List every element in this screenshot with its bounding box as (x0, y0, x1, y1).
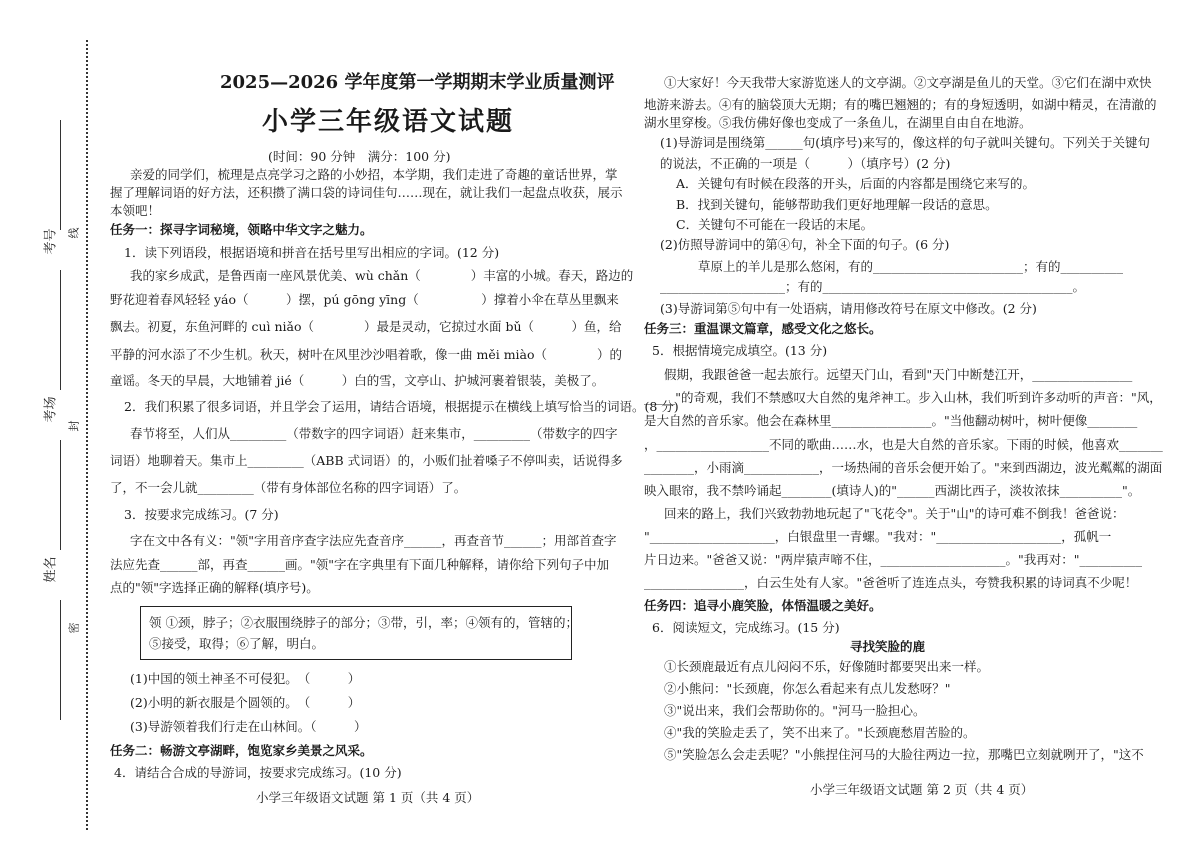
q3-text-line: 字在文中各有义："领"字用音序查字法应先查音序______，再查音节______；用部首查字 (130, 533, 617, 548)
option-c: C．关键句不可能在一段话的末尾。 (676, 217, 874, 232)
story-line: ⑤"笑脸怎么会走丢呢？"小熊捏住河马的大脸往两边一拉，那嘴巴立刻就咧开了，"这不 (664, 747, 1144, 762)
fill-line: ____________________；有的________________________________________。 (660, 279, 1086, 294)
q1-text-line: 我的家乡成武，是鲁西南一座风景优美、wù chǎn（ ）丰富的小城。春天，路边的 (130, 268, 634, 283)
page-2 (644, 0, 1163, 849)
task-4-heading: 任务四：追寻小鹿笑脸，体悟温暖之美好。 (644, 598, 882, 613)
fill-line: 草原上的羊儿是那么悠闲，有的________________________；有的__________ (698, 259, 1124, 274)
option-a: A．关键句有时候在段落的开头，后面的内容都是围绕它来写的。 (676, 176, 1036, 191)
name-label: 姓名 (43, 556, 59, 583)
page-1 (110, 0, 679, 849)
question-6: 6．阅读短文，完成练习。(15 分) (652, 620, 840, 635)
r-question-1-cont: 的说法，不正确的一项是（ ）（填序号）(2 分) (660, 156, 951, 171)
exam-title: 小学三年级语文试题 (262, 107, 515, 137)
q5-text-line: 是大自然的音乐家。他会在森林里________________。"当他翻动树叶，树叶便像________ (644, 413, 1138, 428)
intro-line: 本领吧！ (110, 203, 161, 218)
task-2-heading: 任务二：畅游文亭湖畔，饱览家乡美景之风采。 (110, 743, 373, 758)
story-line: ④"我的笑脸走丢了，笑不出来了。"长颈鹿愁眉苦脸的。 (664, 725, 976, 740)
page-footer: 小学三年级语文试题 第 1 页（共 4 页） (256, 790, 480, 805)
intro-line: 握了理解词语的好方法，还积攒了满口袋的诗词佳句……现在，就让我们一起盘点收获，展示 (110, 185, 623, 200)
q3-text-line: 法应先查______部，再查______画。"领"字在字典里有下面几种解释，请你给下列句子中加 (110, 557, 610, 572)
q3-text-line: 点的"领"字选择正确的解释(填序号)。 (110, 580, 319, 595)
q5-text-line: 片日边来。"爸爸又说："两岸猿声啼不住，____________________。"我再对："__________ (644, 552, 1142, 567)
passage-line: 地游来游去。④有的脑袋顶大无期；有的嘴巴翘翘的；有的身短透明，如湖中精灵，在清澈的 (644, 97, 1157, 112)
q2-text-line: 了，不一会儿就_________（带有身体部位名称的四字词语）了。 (110, 480, 467, 495)
q2-text-line: 春节将至，人们从_________（带数字的四字词语）赶来集市，_________（带数字的四字 (130, 426, 618, 441)
r-question-3: (3)导游词第⑤句中有一处语病，请用修改符号在原文中修改。(2 分) (660, 301, 1037, 316)
question-1: 1．读下列语段，根据语境和拼音在括号里写出相应的字词。(12 分) (124, 245, 500, 260)
q5-text-line: 映入眼帘，我不禁吟诵起________(填诗人)的"______西湖比西子，淡妆浓抹__________"。 (644, 483, 1141, 498)
q5-text-line: _____"的奇观，我们不禁感叹大自然的鬼斧神工。步入山林，我们听到许多动听的声音："风， (644, 390, 1162, 405)
question-5: 5．根据情境完成填空。(13 分) (652, 343, 828, 358)
q5-text-line: ________________，白云生处有人家。"爸爸听了连连点头，夸赞我积累的诗词真不少呢！ (644, 575, 1138, 590)
r-question-1: (1)导游词是围绕第______句(填序号)来写的，像这样的句子就叫关键句。下列关于关键句 (660, 135, 1150, 150)
exam-header: 2025—2026 学年度第一学期期末学业质量测评 (220, 72, 615, 93)
sentence-item: (2)小明的新衣服是个圆领的。 （ ） (130, 695, 361, 710)
exam-no-field (60, 120, 61, 230)
q5-text-line: 假期，我跟爸爸一起去旅行。远望天门山，看到"天门中断楚江开，________________ (664, 367, 1133, 382)
dotted-cut-line (86, 40, 88, 830)
q5-text-line: "____________________，白银盘里一青螺。"我对："____________________，孤帆一 (644, 529, 1112, 544)
definition-line: ⑤接受，取得；⑥了解，明白。 (149, 636, 325, 651)
exam-room-label: 考场 (43, 396, 59, 423)
r-question-2: (2)仿照导游词中的第④句，补全下面的句子。(6 分) (660, 237, 950, 252)
binding-margin (0, 0, 100, 849)
story-line: ①长颈鹿最近有点儿闷闷不乐，好像随时都要哭出来一样。 (664, 659, 990, 674)
q2-text-line: 词语）地聊着天。集市上_________（ABB 式词语）的，小贩们扯着嗓子不停叫卖，话说得多 (110, 453, 623, 468)
q1-text-line: 平静的河水添了不少生机。秋天，树叶在风里沙沙唱着歌，像一曲 měi miào（ ）的 (110, 347, 623, 362)
q1-text-line: 野花迎着春风轻轻 yáo（ ）摆，pú gōng yīng（ ）撑着小伞在草丛里飘来 (110, 292, 619, 307)
q1-text-line: 童谣。冬天的早晨，大地铺着 jié（ ）白的雪，文亭山、护城河裹着银装，美极了。 (110, 373, 605, 388)
exam-time: (时间：90 分钟 满分：100 分) (268, 149, 451, 164)
task-3-heading: 任务三：重温课文篇章，感受文化之悠长。 (644, 321, 882, 336)
question-3: 3．按要求完成练习。(7 分) (124, 507, 279, 522)
question-2: 2．我们积累了很多词语，并且学会了运用，请结合语境，根据提示在横线上填写恰当的词语。(8 分) (124, 399, 679, 414)
q5-text-line: 回来的路上，我们兴致勃勃地玩起了"飞花令"。关于"山"的诗可难不倒我！爸爸说： (664, 506, 1125, 521)
sentence-item: (3)导游领着我们行走在山林间。（ ） (130, 719, 367, 734)
option-b: B．找到关键句，能够帮助我们更好地理解一段话的意思。 (676, 197, 998, 212)
q5-text-line: ________，小雨滴____________，一场热闹的音乐会便开始了。"来到西湖边，波光粼粼的湖面 (644, 460, 1163, 475)
story-title: 寻找笑脸的鹿 (850, 639, 926, 654)
name-field (60, 440, 61, 550)
q5-text-line: ，__________________不同的歌曲……水，也是大自然的音乐家。下雨的时候，他喜欢_______ (644, 437, 1163, 452)
sentence-item: (1)中国的领土神圣不可侵犯。 （ ） (130, 671, 361, 686)
task-1-heading: 任务一：探寻字词秘境，领略中华文字之魅力。 (110, 222, 373, 237)
definition-line: 领 ①颈，脖子；②衣服围绕脖子的部分；③带，引，率；④领有的，管辖的； (149, 615, 578, 630)
exam-room-field (60, 270, 61, 390)
story-line: ③"说出来，我们会帮助你的。"河马一脸担心。 (664, 703, 926, 718)
exam-no-label: 考号 (43, 228, 59, 255)
class-field (60, 600, 61, 720)
passage-line: 湖水里穿梭。⑤我仿佛好像也变成了一条鱼儿，在湖里自由自在地游。 (644, 115, 1032, 130)
definition-box (140, 606, 578, 660)
q1-text-line: 飘去。初夏，东鱼河畔的 cuì niǎo（ ）最是灵动，它掠过水面 bǔ（ ）鱼，给 (110, 319, 622, 334)
passage-line: ①大家好！今天我带大家游览迷人的文亭湖。②文亭湖是鱼儿的天堂。③它们在湖中欢快 (664, 75, 1152, 90)
intro-line: 亲爱的同学们，梳理是点亮学习之路的小妙招，本学期，我们走进了奇趣的童话世界，掌 (130, 167, 618, 182)
line-mark: 线 (67, 227, 81, 239)
story-line: ②小熊问："长颈鹿，你怎么看起来有点儿发愁呀？" (664, 681, 951, 696)
cut-mark: 密 (67, 622, 81, 634)
question-4: 4．请结合合成的导游词，按要求完成练习。(10 分) (114, 765, 402, 780)
seal-mark: 封 (67, 420, 81, 432)
page-footer: 小学三年级语文试题 第 2 页（共 4 页） (810, 782, 1034, 797)
